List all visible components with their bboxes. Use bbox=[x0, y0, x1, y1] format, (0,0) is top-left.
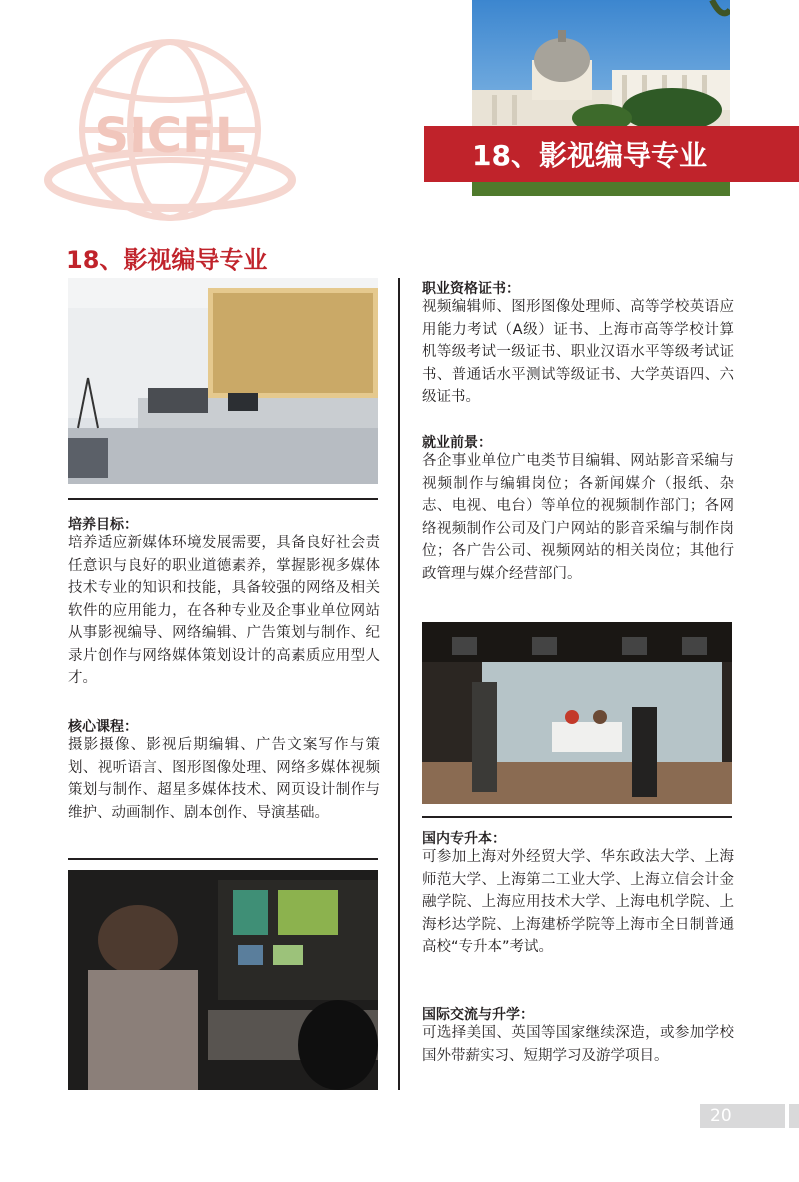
banner-title: 18、影视编导专业 bbox=[472, 139, 707, 172]
training-goal-heading: 培养目标： bbox=[68, 517, 138, 533]
career-body: 各企事业单位广电类节目编辑、网站影音采编与视频制作与编辑岗位；各新闻媒介（报纸、杂志、电视、电台）等单位的视频制作部门；各网络视频制作公司及门户网站的影音采编与制作岗位；各广告公司、视频网站的相关岗位；其他行政管理与媒介经营部门。 bbox=[422, 453, 734, 582]
page-number: 20 bbox=[710, 1106, 732, 1126]
banner-grass-strip bbox=[472, 182, 730, 196]
upgrade-heading: 国内专升本： bbox=[422, 831, 506, 847]
international-body: 可选择美国、英国等国家继续深造，或参加学校国外带薪实习、短期学习及游学项目。 bbox=[422, 1025, 734, 1064]
certificates-body: 视频编辑师、图形图像处理师、高等学校英语应用能力考试（A级）证书、上海市高等学校计算机等级考试一级证书、职业汉语水平等级考试证书、普通话水平测试等级证书、大学英语四、六级证书。 bbox=[422, 299, 734, 405]
tv-studio-photo bbox=[422, 622, 732, 804]
column-divider bbox=[398, 278, 400, 1090]
divider bbox=[68, 498, 378, 500]
divider bbox=[68, 858, 378, 860]
career-heading: 就业前景： bbox=[422, 435, 492, 451]
studio-control-room-photo bbox=[68, 278, 378, 484]
logo-text: SICFL bbox=[94, 108, 246, 164]
page-number-tab bbox=[789, 1104, 799, 1128]
certificates-heading: 职业资格证书： bbox=[422, 281, 520, 297]
core-courses-body: 摄影摄像、影视后期编辑、广告文案写作与策划、视听语言、图形图像处理、网络多媒体视频策划与制作、超星多媒体技术、网页设计制作与维护、动画制作、剧本创作、导演基础。 bbox=[68, 737, 380, 821]
banner-title-bar bbox=[424, 126, 799, 182]
training-goal-body: 培养适应新媒体环境发展需要，具备良好社会责任意识与良好的职业道德素养，掌握影视多媒体技术专业的知识和技能，具备较强的网络及相关软件的应用能力，在各种专业及企事业单位网站从事影视编导、网络编辑、广告策划与制作、纪录片创作与网络媒体策划设计的高素质应用型人才。 bbox=[68, 535, 380, 686]
upgrade-body: 可参加上海对外经贸大学、华东政法大学、上海师范大学、上海第二工业大学、上海立信会计金融学院、上海应用技术大学、上海电机学院、上海杉达学院、上海建桥学院等上海市全日制普通高校“专升本”考试。 bbox=[422, 849, 734, 955]
core-courses-heading: 核心课程： bbox=[68, 719, 138, 735]
divider bbox=[422, 816, 732, 818]
editing-suite-photo bbox=[68, 870, 378, 1090]
international-heading: 国际交流与升学： bbox=[422, 1007, 534, 1023]
school-logo-watermark bbox=[40, 20, 300, 240]
page-title: 18、影视编导专业 bbox=[66, 246, 268, 274]
page-number-bar bbox=[700, 1104, 785, 1128]
